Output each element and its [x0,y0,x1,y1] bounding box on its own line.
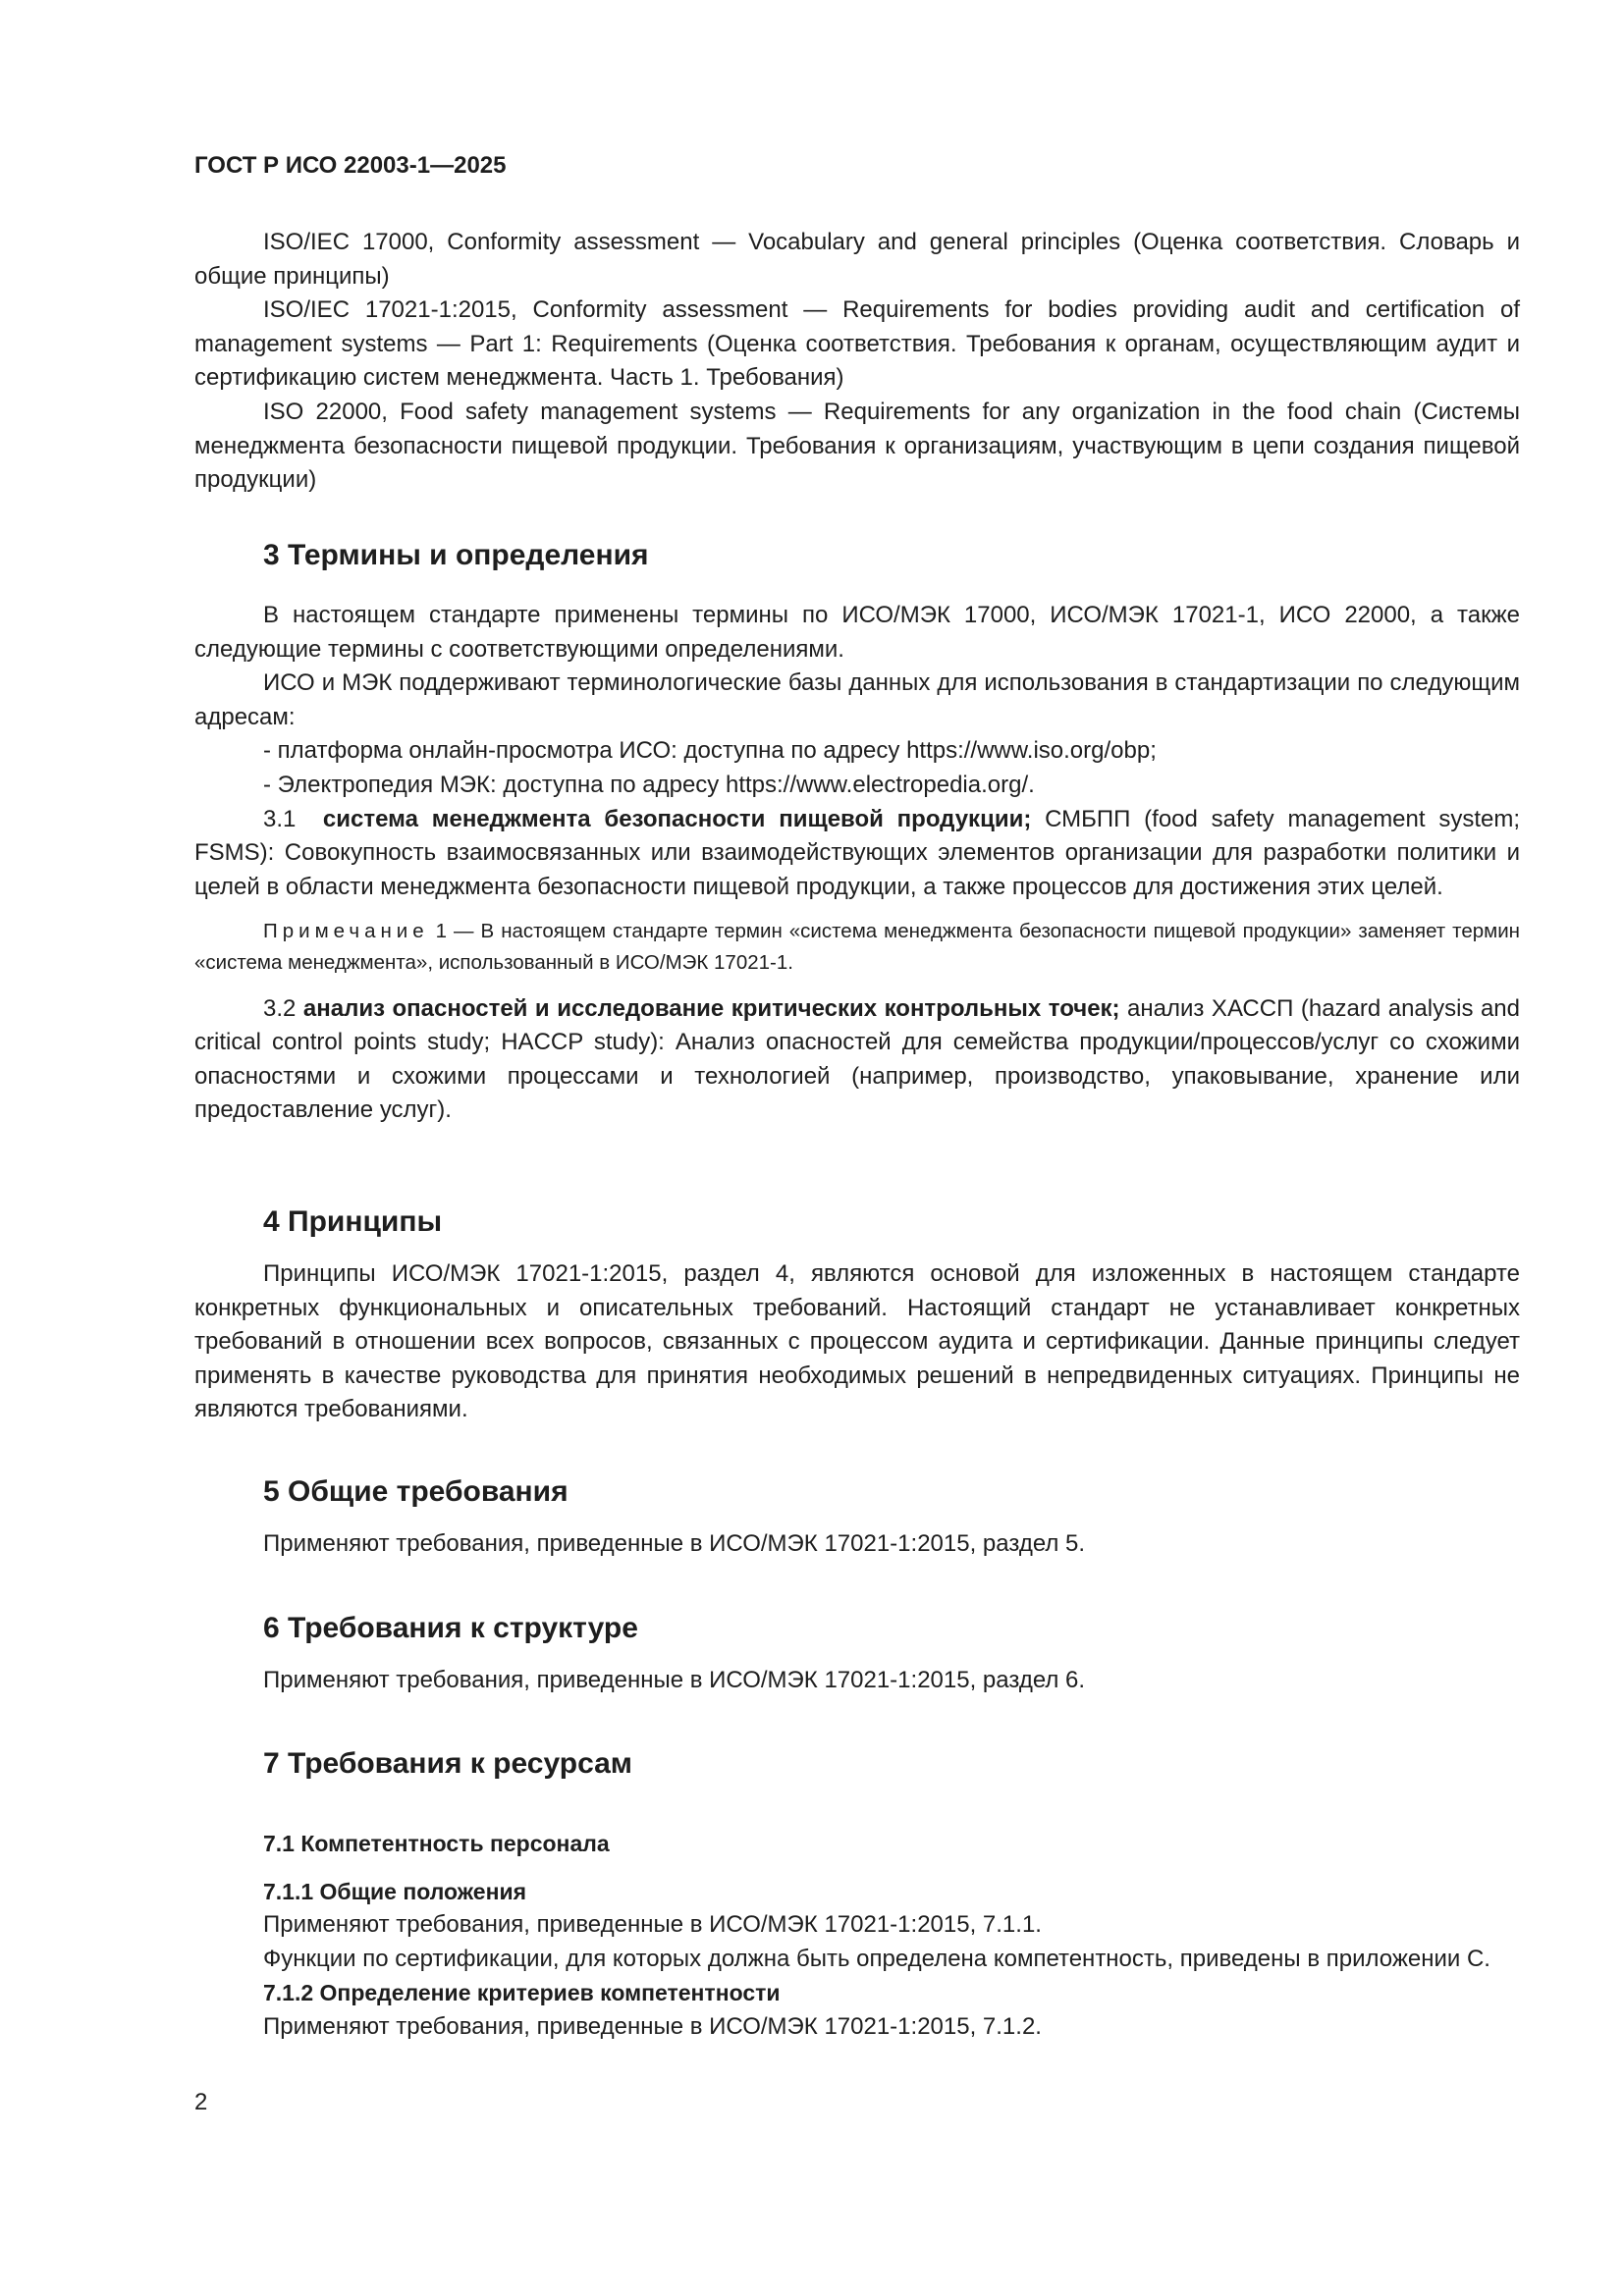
term-number: 3.2 [263,994,297,1022]
term-definition: анализ ХАССП (hazard analysis and critical control points study; HACCP study): Анализ опасностей для семейства продукции/процессов/услуг со схожими опасностями и схожими процессами и технологией (например, производство, упаковывание, хранение или предоставление услуг). [194,994,1520,1124]
section-3 [194,538,1520,573]
subsection-heading: 7.1 Компетентность персонала [263,1831,610,1856]
paragraph: Применяют требования, приведенные в ИСО/МЭК 17021-1:2015, раздел 6. [263,1667,1086,1693]
section-heading: 5 Общие требования [263,1475,568,1508]
note-label: Примечание [263,920,429,943]
document-header: ГОСТ Р ИСО 22003-1—2025 [194,152,507,179]
section-5 [194,1474,1520,1562]
section-7 [194,1746,1520,2045]
paragraph: ИСО и МЭК поддерживают терминологические базы данных для использования в стандартизации по следующим адресам: [194,669,1520,730]
reference-item: ISO 22000, Food safety management systems — Requirements for any organization in the food chain (Системы менеджмента безопасности пищевой продукции. Требования к организациям, участвующим в цепи создания пищевой продукции) [194,398,1520,494]
list-item: - Электропедия МЭК: доступна по адресу https://www.electropedia.org/. [263,771,1035,798]
term-3-2 [194,992,1520,1128]
note-text: 1 — В настоящем стандарте термин «система менеджмента безопасности пищевой продукции» заменяет термин «система менеджмента», использованный в ИСО/МЭК 17021-1. [194,920,1520,974]
section-4 [194,1204,1520,1427]
term-name: система менеджмента безопасности пищевой продукции; [322,805,1032,832]
subsection-heading: 7.1.1 Общие положения [263,1878,527,1904]
reference-item: ISO/IEC 17000, Conformity assessment — Vocabulary and general principles (Оценка соответствия. Словарь и общие принципы) [194,229,1520,290]
paragraph: Применяют требования, приведенные в ИСО/МЭК 17021-1:2015, раздел 5. [263,1530,1086,1557]
note [194,916,1520,978]
term-definition: СМБПП (food safety management system; FSMS): Совокупность взаимосвязанных или взаимодействующих элементов организации для разработки политики и целей в области менеджмента безопасности пищевой продукции, а также процессов для достижения этих целей. [194,805,1520,900]
section-heading: 7 Требования к ресурсам [263,1747,632,1780]
section-3-body [194,599,1520,1128]
section-heading: 6 Требования к структуре [263,1612,638,1644]
term-name: анализ опасностей и исследование критических контрольных точек; [302,994,1120,1022]
subsection-heading: 7.1.2 Определение критериев компетентности [263,1980,781,2006]
paragraph: Принципы ИСО/МЭК 17021-1:2015, раздел 4, являются основой для изложенных в настоящем стандарте конкретных функциональных и описательных требований. Настоящий стандарт не устанавливает конкретных требований в отношении всех вопросов, связанных с процессом аудита и сертификации. Данные принципы следует применять в качестве руководства для принятия необходимых решений в непредвиденных ситуациях. Принципы не являются требованиями. [194,1260,1520,1423]
normative-references [194,226,1520,498]
list-item: - платформа онлайн-просмотра ИСО: доступна по адресу https://www.iso.org/obp; [263,737,1157,765]
paragraph: В настоящем стандарте применены термины по ИСО/МЭК 17000, ИСО/МЭК 17021-1, ИСО 22000, а также следующие термины с соответствующими определениями. [194,602,1520,663]
section-heading: 4 Принципы [263,1205,443,1238]
paragraph: Применяют требования, приведенные в ИСО/МЭК 17021-1:2015, 7.1.1. [263,1911,1042,1939]
paragraph: Функции по сертификации, для которых должна быть определена компетентность, приведены в приложении С. [263,1945,1490,1972]
section-heading: 3 Термины и определения [263,539,649,571]
page-number: 2 [194,2089,208,2115]
term-number: 3.1 [263,805,297,832]
paragraph: Применяют требования, приведенные в ИСО/МЭК 17021-1:2015, 7.1.2. [263,2012,1042,2040]
term-3-1 [194,803,1520,905]
section-6 [194,1611,1520,1698]
reference-item: ISO/IEC 17021-1:2015, Conformity assessment — Requirements for bodies providing audit and certification of management systems — Part 1: Requirements (Оценка соответствия. Требования к органам, осуществляющим аудит и сертификацию систем менеджмента. Часть 1. Требования) [194,296,1520,392]
